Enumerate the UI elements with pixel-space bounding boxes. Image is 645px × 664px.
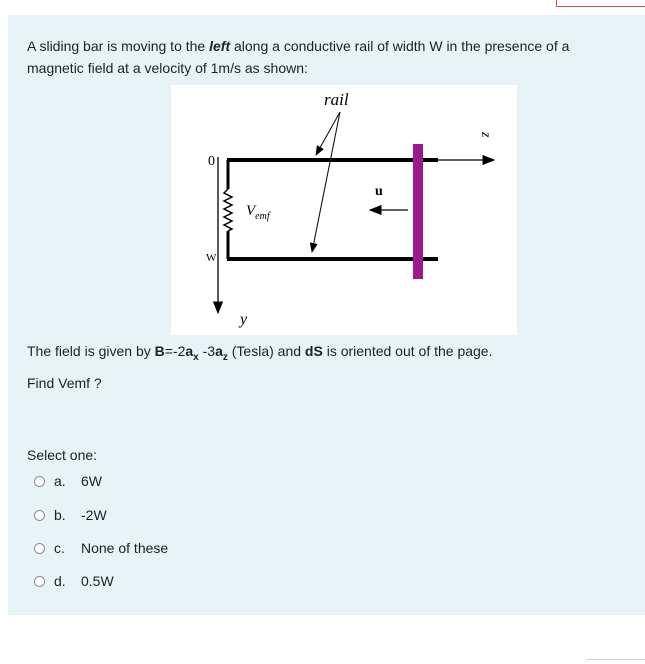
field-statement bbox=[27, 343, 493, 363]
width-label: W bbox=[206, 252, 217, 264]
option-d[interactable] bbox=[34, 570, 114, 592]
field-text-1: The field is given by bbox=[27, 343, 155, 359]
field-B: B bbox=[154, 343, 165, 359]
field-text-4: (Tesla) and bbox=[227, 343, 305, 359]
option-d-text: 0.5W bbox=[81, 573, 114, 589]
velocity-label: u bbox=[375, 184, 383, 199]
z-axis-label: z bbox=[478, 132, 493, 138]
bottom-divider bbox=[586, 659, 645, 660]
question-panel bbox=[8, 15, 645, 615]
field-dS: dS bbox=[304, 343, 323, 359]
vemf-sub: emf bbox=[255, 211, 270, 222]
flag-box-corner bbox=[556, 0, 645, 7]
select-one-label: Select one: bbox=[27, 447, 98, 463]
vemf-v: V bbox=[246, 203, 256, 219]
field-x-sub: x bbox=[193, 351, 199, 363]
intro-text-2: along a conductive rail of width W in the presence of a magnetic field at a velocity of 1m/s as shown: bbox=[27, 38, 570, 76]
radio-c[interactable] bbox=[34, 543, 45, 554]
origin-label: 0 bbox=[208, 154, 215, 169]
option-c[interactable] bbox=[34, 537, 168, 559]
sliding-bar bbox=[413, 144, 423, 279]
field-ax: a bbox=[185, 343, 194, 359]
option-b-letter: b. bbox=[54, 507, 66, 523]
rail-pointer-top bbox=[316, 112, 340, 155]
radio-d[interactable] bbox=[34, 576, 45, 587]
intro-emphasis: left bbox=[209, 38, 231, 54]
option-a-text: 6W bbox=[81, 473, 102, 489]
option-b-text: -2W bbox=[81, 507, 107, 523]
bottom-rail bbox=[227, 231, 438, 259]
field-az: a bbox=[215, 343, 223, 359]
option-b[interactable] bbox=[34, 504, 107, 526]
field-text-3: -3 bbox=[198, 343, 216, 359]
resistor-symbol bbox=[224, 189, 232, 231]
field-text-2: =-2 bbox=[164, 343, 186, 359]
option-a[interactable] bbox=[34, 470, 102, 492]
option-d-letter: d. bbox=[54, 573, 66, 589]
field-z-sub: z bbox=[222, 351, 228, 363]
option-c-letter: c. bbox=[54, 540, 65, 556]
field-text-5: is oriented out of the page. bbox=[322, 343, 493, 359]
vemf-label bbox=[246, 203, 271, 222]
sliding-bar-figure bbox=[171, 85, 517, 335]
radio-a[interactable] bbox=[34, 476, 45, 487]
top-rail bbox=[227, 160, 438, 189]
find-prompt: Find Vemf ? bbox=[27, 375, 102, 391]
y-axis-label: y bbox=[240, 311, 248, 328]
rail-pointer-bottom bbox=[312, 112, 340, 252]
radio-b[interactable] bbox=[34, 510, 45, 521]
intro-text-1: A sliding bar is moving to the bbox=[27, 38, 210, 54]
question-text bbox=[27, 35, 627, 79]
option-a-letter: a. bbox=[54, 473, 66, 489]
rail-label: rail bbox=[324, 90, 349, 109]
option-c-text: None of these bbox=[81, 540, 169, 556]
